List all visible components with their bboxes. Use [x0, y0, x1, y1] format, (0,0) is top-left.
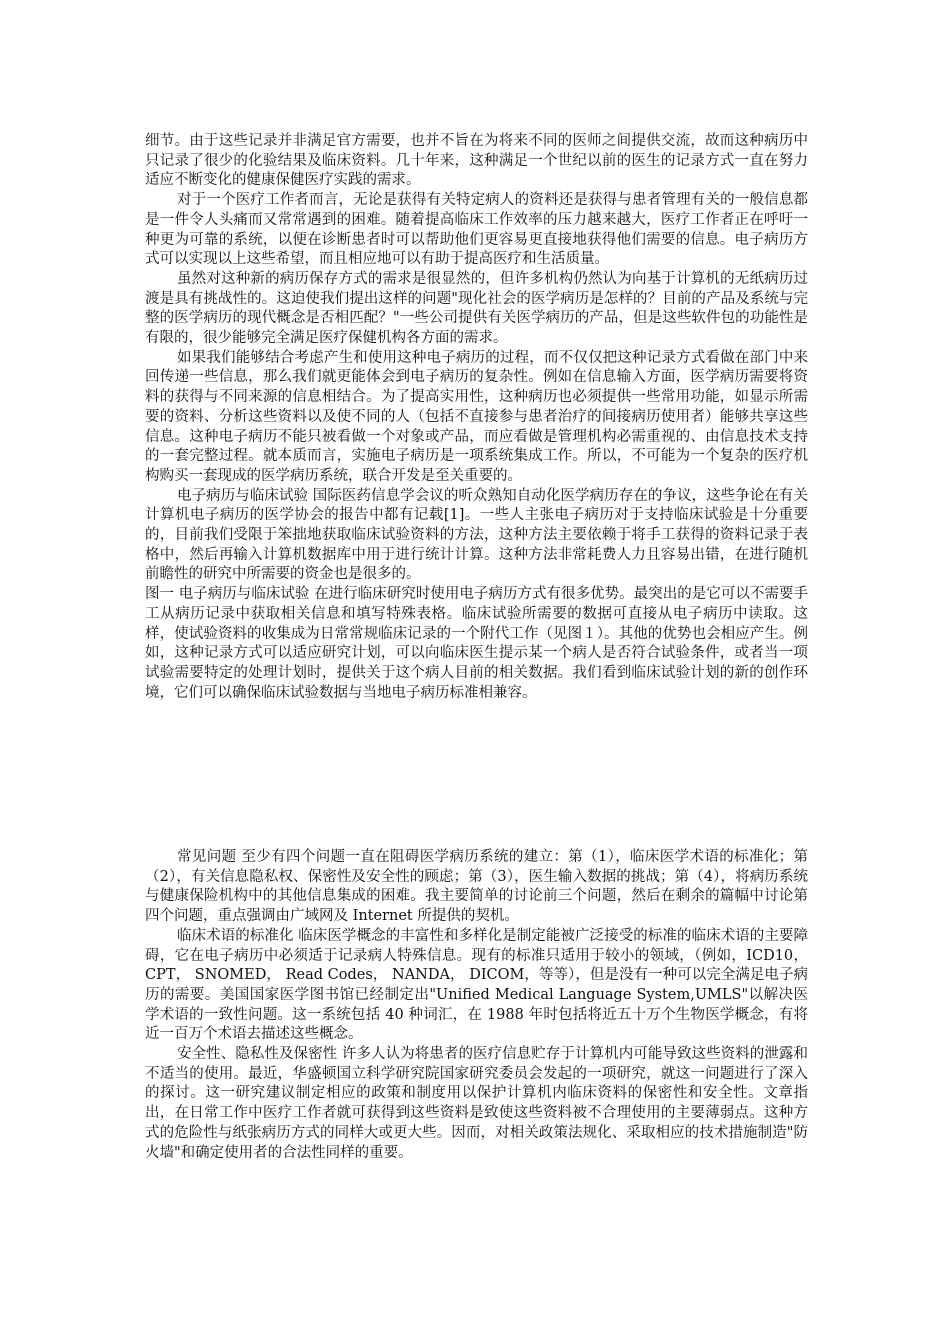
- paragraph-terminology-standardization: 临床术语的标准化 临床医学概念的丰富性和多样化是制定能被广泛接受的标准的临床术语的主要障碍，它在电子病历中必须适于记录病人特殊信息。现有的标准只适用于较小的领域，（例如，ICD10， CPT， SNOMED， Read Codes， NANDA， DICOM，等等），但是没有一种可以完全满足电子病历的需要。美国国家医学图书馆已经制定出"Unified Medical Language System,UMLS"以解决医学术语的一致性问题。这一系统包括 40 种词汇，在 1988 年时包括将近五十万个生物医学概念，有将近一百万个术语去描述这些概念。: [145, 927, 808, 1043]
- paragraph-security-privacy: 安全性、隐私性及保密性 许多人认为将患者的医疗信息贮存于计算机内可能导致这些资料的泄露和不适当的使用。最近，华盛顿国立科学研究院国家研究委员会发起的一项研究，就这一问题进行了深入的探讨。这一研究建议制定相应的政策和制度用以保护计算机内临床资料的保密性和安全性。文章指出，在日常工作中医疗工作者就可获得到这些资料是致使这些资料被不合理使用的主要薄弱点。这种方式的危险性与纸张病历方式的同样大或更大些。因而，对相关政策法规化、采取相应的技术措施制造"防火墙"和确定使用者的合法性同样的重要。: [145, 1046, 808, 1161]
- paragraph-paperless-transition: 虽然对这种新的病历保存方式的需求是很显然的，但许多机构仍然认为向基于计算机的无纸病历过渡是具有挑战性的。这迫使我们提出这样的问题"现化社会的医学病历是怎样的？目前的产品及系统与完整的医学病历的现代概念是否相匹配？"一些公司提供有关医学病历的产品，但是这些软件包的功能性是有限的，很少能够完全满足医疗保健机构各方面的需求。: [145, 270, 808, 347]
- paragraph-figure-one: 图一 电子病历与临床试验 在进行临床研究时使用电子病历方式有很多优势。最突出的是它可以不需要手工从病历记录中获取相关信息和填写特殊表格。临床试验所需要的数据可直接从电子病历中读取。这样，使试验资料的收集成为日常常规临床记录的一个附代工作（见图１）。其他的优势也会相应产生。例如，这种记录方式可以适应研究计划，可以向临床医生提示某一个病人是否符合试验条件，或者当一项试验需要特定的处理计划时，提供关于这个病人目前的相关数据。我们看到临床试验计划的新的创作环境，它们可以确保临床试验数据与当地电子病历标准相兼容。: [145, 586, 808, 701]
- paragraph-emr-clinical-trials: 电子病历与临床试验 国际医药信息学会议的听众熟知自动化医学病历存在的争议，这些争论在有关计算机电子病历的医学协会的报告中都有记载[1]。一些人主张电子病历对于支持临床试验是十分重要的，目前我们受限于笨拙地获取临床试验资料的方法，这种方法主要依赖于将手工获得的资料记录于表格中，然后再输入计算机数据库中用于进行统计计算。这种方法非常耗费人力且容易出错，在进行随机前瞻性的研究中所需要的资金也是很多的。: [145, 487, 808, 583]
- paragraph-information-difficulty: 对于一个医疗工作者而言，无论是获得有关特定病人的资料还是获得与患者管理有关的一般信息都是一件令人头痛而又常常遇到的困难。随着提高临床工作效率的压力越来越大，医疗工作者正在呼吁一种更为可靠的系统，以便在诊断患者时可以帮助他们更容易更直接地获得他们需要的信息。电子病历方式可以实现以上这些希望，而且相应地可以有助于提高医疗和生活质量。: [145, 192, 808, 268]
- text-block-upper: [145, 132, 808, 703]
- text-block-lower: [145, 848, 808, 1163]
- paragraph-common-problems: 常见问题 至少有四个问题一直在阻碍医学病历系统的建立：第（1），临床医学术语的标准化；第（2），有关信息隐私权、保密性及安全性的顾虑；第（3），医生输入数据的挑战；第（4），将病历系统与健康保险机构中的其他信息集成的困难。我主要简单的讨论前三个问题，然后在剩余的篇幅中讨论第四个问题，重点强调由广域网及 Internet 所提供的契机。: [145, 849, 808, 925]
- paragraph-record-details: 细节。由于这些记录并非满足官方需要，也并不旨在为将来不同的医师之间提供交流，故而这种病历中只记录了很少的化验结果及临床资料。几十年来，这种满足一个世纪以前的医生的记录方式一直在努力适应不断变化的健康保健医疗实践的需求。: [145, 133, 808, 189]
- paragraph-emr-complexity: 如果我们能够结合考虑产生和使用这种电子病历的过程，而不仅仅把这种记录方式看做在部门中来回传递一些信息，那么我们就更能体会到电子病历的复杂性。例如在信息输入方面，医学病历需要将资料的获得与不同来源的信息相结合。为了提高实用性，这种病历也必须提供一些常用功能，如显示所需要的资料、分析这些资料以及使不同的人（包括不直接参与患者治疗的间接病历使用者）能够共享这些信息。这种电子病历不能只被看做一个对象或产品，而应看做是管理机构必需重视的、由信息技术支持的一套完整过程。就本质而言，实施电子病历是一项系统集成工作。所以，不可能为一个复杂的医疗机构购买一套现成的医学病历系统，联合开发是至关重要的。: [145, 349, 808, 484]
